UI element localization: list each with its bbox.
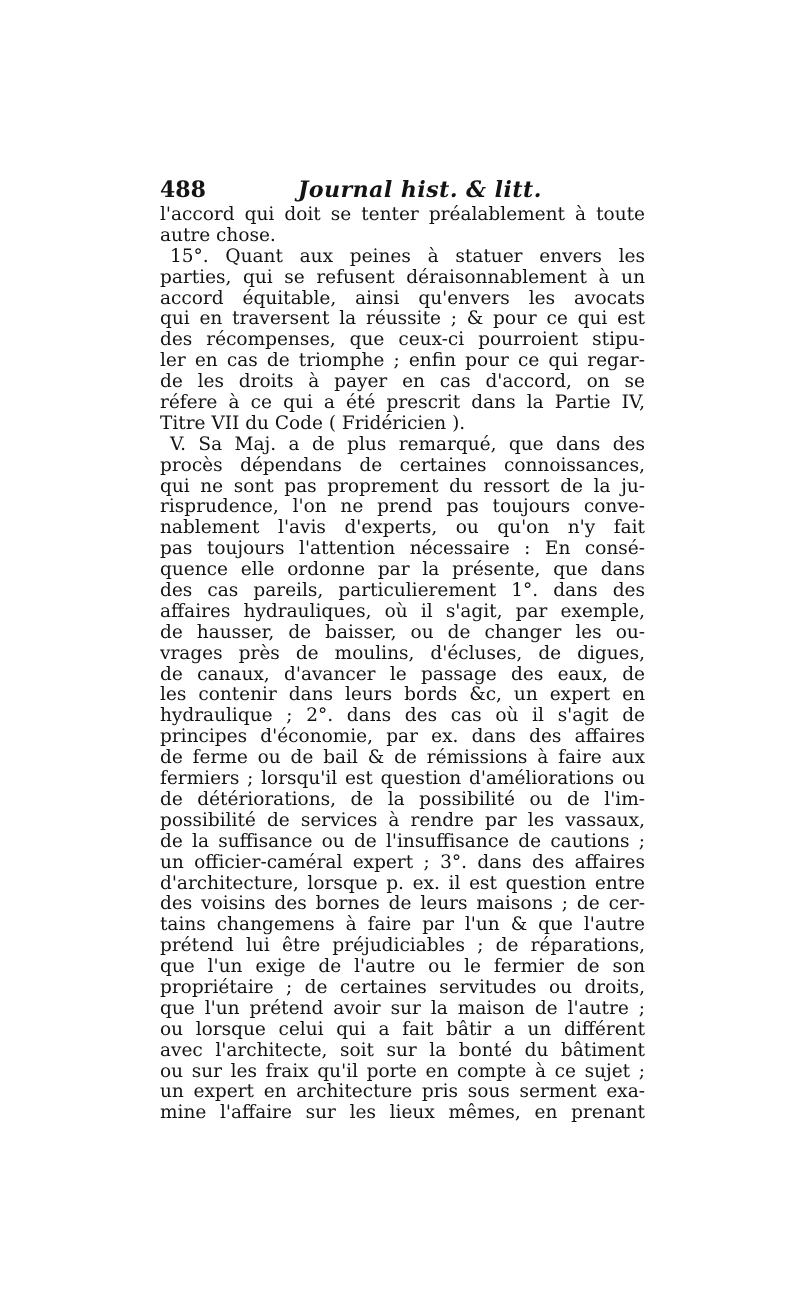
text-line: nablement l'avis d'experts, ou qu'on n'y fait (160, 518, 645, 539)
text-line: risprudence, l'on ne prend pas toujours conve- (160, 497, 645, 518)
text-line: l'accord qui doit se tenter préalablement à toute (160, 205, 645, 225)
text-line: de les droits à payer en cas d'accord, on se (160, 372, 645, 393)
page-text-block (160, 175, 645, 1124)
text-line: un expert en architecture pris sous serment exa- (160, 1082, 645, 1103)
page-header (160, 175, 645, 205)
text-line: de détériorations, de la possibilité ou de l'im- (160, 789, 645, 810)
text-line: que l'un prétend avoir sur la maison de l'autre ; (160, 998, 645, 1019)
text-line: d'architecture, lorsque p. ex. il est question entre (160, 873, 645, 894)
text-line: procès dépendans de certaines connoissances, (160, 455, 645, 476)
text-line: mine l'affaire sur les lieux mêmes, en prenant (160, 1103, 645, 1124)
text-line: des voisins des bornes de leurs maisons ; de cer- (160, 894, 645, 915)
text-line: qui ne sont pas proprement du ressort de la ju- (160, 476, 645, 497)
text-line: des récompenses, que ceux-ci pourroient stipu- (160, 330, 645, 351)
text-line: principes d'économie, par ex. dans des affaires (160, 727, 645, 748)
text-line: de canaux, d'avancer le passage des eaux, de (160, 664, 645, 685)
text-line: des cas pareils, particulierement 1°. dans des (160, 581, 645, 602)
running-title: Journal hist. & litt. (298, 177, 542, 203)
text-line: autre chose. (160, 225, 276, 246)
page-number: 488 (160, 177, 206, 203)
text-line: de ferme ou de bail & de rémissions à faire aux (160, 748, 645, 769)
text-line: parties, qui se refusent déraisonnablement à un (160, 267, 645, 288)
text-line: fermiers ; lorsqu'il est question d'améliorations ou (160, 769, 645, 790)
text-line: V. Sa Maj. a de plus remarqué, que dans des (170, 434, 645, 455)
text-line: que l'un exige de l'autre ou le fermier de son (160, 957, 645, 978)
text-line: réfere à ce qui a été prescrit dans la Partie IV, (160, 393, 645, 414)
text-line: avec l'architecte, soit sur la bonté du bâtiment (160, 1040, 645, 1061)
text-line: ler en cas de triomphe ; enfin pour ce qui regar- (160, 351, 645, 372)
text-line: les contenir dans leurs bords &c, un expert en (160, 685, 645, 706)
text-line: ou sur les fraix qu'il porte en compte à ce sujet ; (160, 1061, 645, 1082)
text-line: 15°. Quant aux peines à statuer envers les (170, 246, 645, 267)
text-line: un officier-caméral expert ; 3°. dans des affaires (160, 852, 645, 873)
text-line: propriétaire ; de certaines servitudes ou droits, (160, 977, 645, 998)
body-text (160, 205, 645, 1124)
text-line: Titre VII du Code ( Fridéricien ). (160, 413, 466, 434)
text-line: quence elle ordonne par la présente, que dans (160, 560, 645, 581)
text-line: vrages près de moulins, d'écluses, de digues, (160, 643, 645, 664)
text-line: de hausser, de baisser, ou de changer les ou- (160, 622, 645, 643)
text-line: pas toujours l'attention nécessaire : En consé- (160, 539, 645, 560)
text-line: accord équitable, ainsi qu'envers les avocats (160, 288, 645, 309)
text-line: qui en traversent la réussite ; & pour ce qui est (160, 309, 645, 330)
text-line: affaires hydrauliques, où il s'agit, par exemple, (160, 601, 645, 622)
text-line: ou lorsque celui qui a fait bâtir a un différent (160, 1019, 645, 1040)
text-line: possibilité de services à rendre par les vassaux, (160, 810, 645, 831)
text-line: hydraulique ; 2°. dans des cas où il s'agit de (160, 706, 645, 727)
text-line: tains changemens à faire par l'un & que l'autre (160, 915, 645, 936)
text-line: de la suffisance ou de l'insuffisance de cautions ; (160, 831, 645, 852)
text-line: prétend lui être préjudiciables ; de réparations, (160, 936, 645, 957)
